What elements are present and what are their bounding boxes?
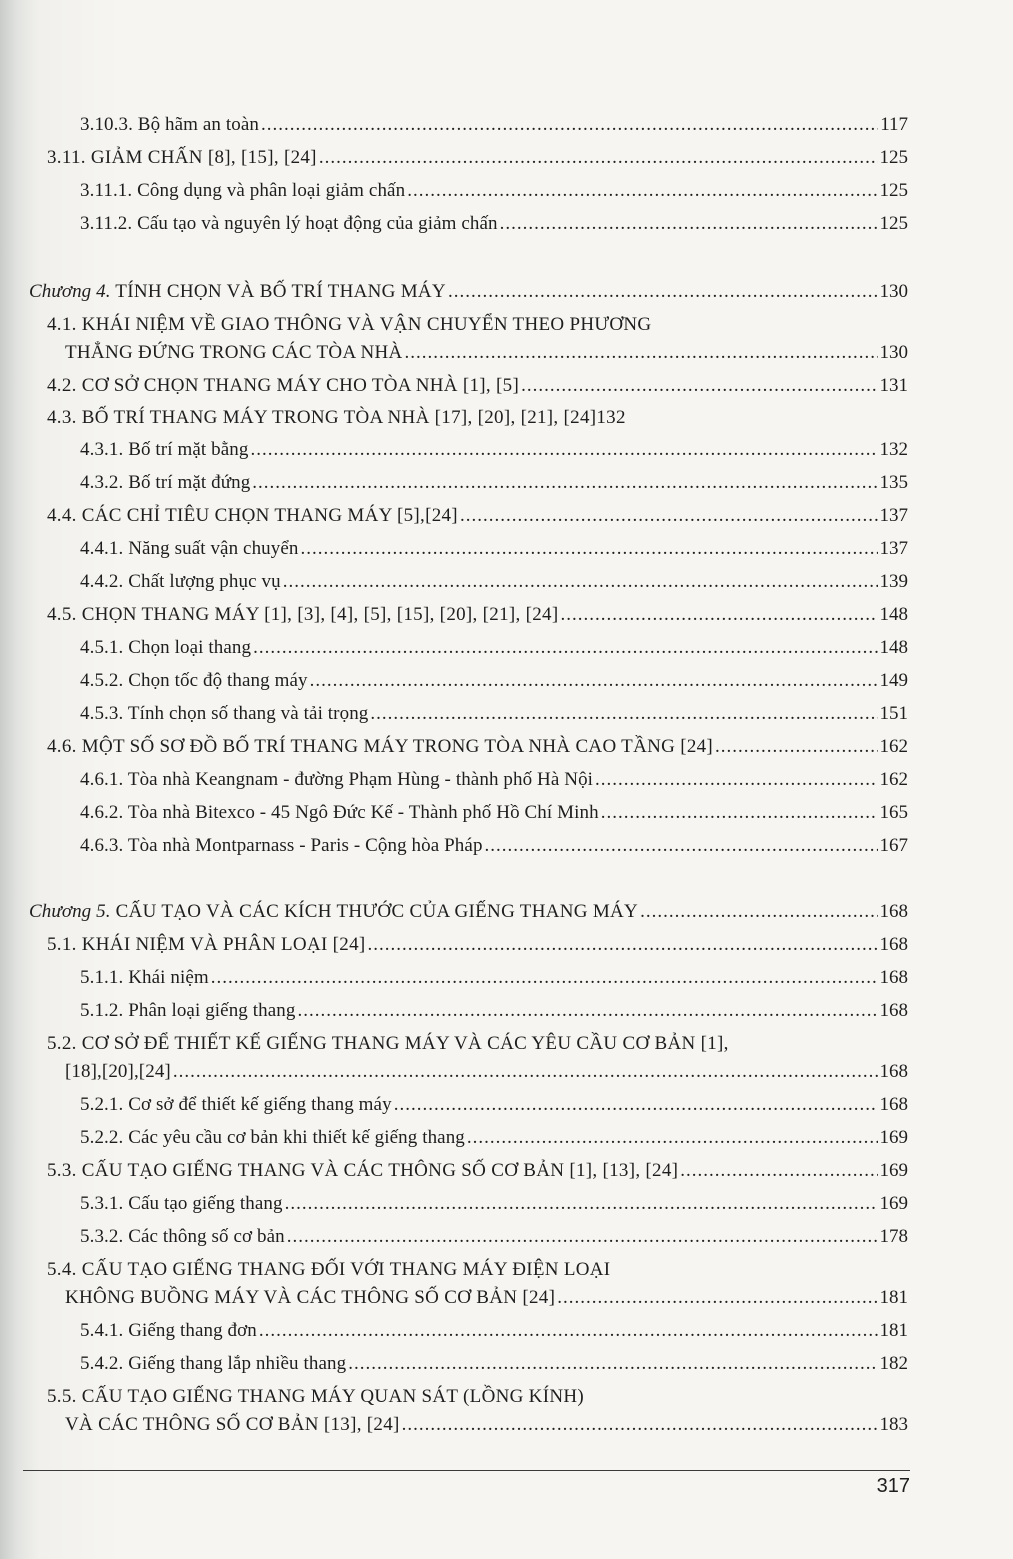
toc-entry-title-line1: 4.1. KHÁI NIỆM VỀ GIAO THÔNG VÀ VẬN CHUYỂN THEO PHƯƠNG	[47, 314, 652, 335]
toc-page-number: 137	[879, 505, 908, 526]
toc-entry	[47, 406, 908, 430]
toc-page-number: 117	[880, 114, 908, 135]
toc-entry	[80, 768, 908, 792]
toc-entry-title: 4.6. MỘT SỐ SƠ ĐỒ BỐ TRÍ THANG MÁY TRONG TÒA NHÀ CAO TẦNG [24]	[47, 736, 714, 757]
toc-entry	[80, 212, 908, 236]
toc-entry	[80, 1093, 908, 1117]
toc-entry-title-line1: 5.4. CẤU TẠO GIẾNG THANG ĐỐI VỚI THANG MÁY ĐIỆN LOẠI	[47, 1259, 611, 1280]
dot-leader	[394, 1093, 878, 1117]
chapter-label: Chương 5.	[29, 901, 111, 922]
toc-entry	[80, 1319, 908, 1343]
toc-page-number: 167	[879, 835, 908, 856]
toc-entry	[47, 603, 908, 627]
toc-chapter-entry	[29, 900, 908, 924]
toc-page-number: 182	[879, 1353, 908, 1374]
dot-leader	[485, 834, 878, 858]
toc-entry	[80, 801, 908, 825]
toc-page-number: 130	[879, 342, 908, 363]
dot-leader	[680, 1159, 877, 1183]
toc-entry	[47, 313, 908, 365]
toc-entry-title: 5.1.2. Phân loại giếng thang	[80, 1000, 296, 1021]
toc-page-number: 183	[879, 1414, 908, 1435]
toc-page-number: 162	[879, 736, 908, 757]
toc-entry	[47, 1032, 908, 1084]
toc-page-number: 181	[879, 1320, 908, 1341]
dot-leader	[601, 801, 878, 825]
dot-leader	[467, 1126, 878, 1150]
toc-entry	[80, 438, 908, 462]
toc-entry	[80, 669, 908, 693]
toc-entry	[80, 113, 908, 137]
dot-leader	[348, 1352, 877, 1376]
dot-leader	[310, 669, 878, 693]
toc-entry-title: CẤU TẠO VÀ CÁC KÍCH THƯỚC CỦA GIẾNG THANG MÁY	[110, 901, 639, 922]
toc-entry	[80, 179, 908, 203]
toc-page-number: 125	[879, 213, 908, 234]
toc-page-number: 137	[879, 538, 908, 559]
toc-entry-title: 5.2.1. Cơ sở để thiết kế giếng thang máy	[80, 1094, 392, 1115]
toc-entry	[80, 966, 908, 990]
toc-entry-title: 4.6.1. Tòa nhà Keangnam - đường Phạm Hùng - thành phố Hà Nội	[80, 769, 594, 790]
toc-page-number: 169	[879, 1127, 908, 1148]
dot-leader	[259, 1319, 878, 1343]
dot-leader	[402, 1413, 878, 1437]
toc-entry-title-line2: VÀ CÁC THÔNG SỐ CƠ BẢN [13], [24]	[65, 1414, 400, 1435]
toc-page-number: 149	[879, 670, 908, 691]
toc-entry	[80, 1192, 908, 1216]
dot-leader	[500, 212, 878, 236]
dot-leader	[173, 1060, 878, 1084]
toc-entry-title: 4.5. CHỌN THANG MÁY [1], [3], [4], [5], [15], [20], [21], [24]	[47, 604, 559, 625]
dot-leader	[250, 438, 877, 462]
toc-page-number: 139	[879, 571, 908, 592]
toc-entry	[80, 1352, 908, 1376]
toc-entry-title: 4.5.1. Chọn loại thang	[80, 637, 252, 658]
toc-entry	[47, 933, 908, 957]
dot-leader	[407, 179, 877, 203]
toc-entry-title: TÍNH CHỌN VÀ BỐ TRÍ THANG MÁY	[110, 281, 446, 302]
dot-leader	[448, 280, 878, 304]
dot-leader	[301, 537, 878, 561]
toc-page-number: 169	[879, 1193, 908, 1214]
dot-leader	[405, 341, 878, 365]
page-number: 317	[876, 1475, 910, 1497]
toc-page-number: 125	[879, 147, 908, 168]
toc-entry	[47, 1159, 908, 1183]
toc-entry-title: 4.4.2. Chất lượng phục vụ	[80, 571, 281, 592]
toc-entry-title: 4.4.1. Năng suất vận chuyển	[80, 538, 299, 559]
toc-entry	[80, 1225, 908, 1249]
toc-entry-title: 5.2.2. Các yêu cầu cơ bản khi thiết kế giếng thang	[80, 1127, 465, 1148]
toc-entry	[80, 471, 908, 495]
toc-entry-title: 3.11. GIẢM CHẤN [8], [15], [24]	[47, 147, 317, 168]
toc-page-number: 181	[879, 1287, 908, 1308]
toc-entry	[47, 1385, 908, 1437]
toc-entry	[80, 834, 908, 858]
dot-leader	[297, 999, 877, 1023]
toc-page-number: 162	[879, 769, 908, 790]
toc-chapter-entry	[29, 280, 908, 304]
toc-page-number: 169	[879, 1160, 908, 1181]
toc-entry-title: 5.4.2. Giếng thang lắp nhiều thang	[80, 1353, 347, 1374]
toc-entry	[80, 537, 908, 561]
toc-page-number: 131	[879, 375, 908, 396]
toc-entry-title: 3.11.1. Công dụng và phân loại giảm chấn	[80, 180, 406, 201]
footer-rule	[23, 1470, 910, 1471]
toc-entry	[80, 1126, 908, 1150]
toc-entry	[47, 146, 908, 170]
toc-entry	[80, 999, 908, 1023]
toc-entry-title: 4.3.1. Bố trí mặt bằng	[80, 439, 249, 460]
dot-leader	[595, 768, 877, 792]
toc-page-number: 135	[879, 472, 908, 493]
toc-entry-title: 5.4.1. Giếng thang đơn	[80, 1320, 257, 1341]
toc-entry	[80, 702, 908, 726]
toc-page-number: 165	[879, 802, 908, 823]
dot-leader	[253, 636, 877, 660]
toc-entry-title: 4.4. CÁC CHỈ TIÊU CHỌN THANG MÁY [5],[24]	[47, 505, 458, 526]
toc-page-number: 168	[879, 901, 908, 922]
dot-leader	[521, 374, 877, 398]
toc-entry	[47, 504, 908, 528]
toc-entry	[80, 570, 908, 594]
dot-leader	[285, 1192, 878, 1216]
chapter-label: Chương 4.	[29, 281, 111, 302]
toc-entry-title: 4.6.3. Tòa nhà Montparnass - Paris - Cộng hòa Pháp	[80, 835, 483, 856]
toc-entry	[80, 636, 908, 660]
toc-entry	[47, 374, 908, 398]
toc-entry	[47, 1258, 908, 1310]
toc-page-number: 168	[879, 1094, 908, 1115]
toc-entry-title-line1: 5.2. CƠ SỞ ĐỂ THIẾT KẾ GIẾNG THANG MÁY VÀ CÁC YÊU CẦU CƠ BẢN [1],	[47, 1033, 729, 1054]
toc-page-number: 130	[879, 281, 908, 302]
toc-entry-title-line2: [18],[20],[24]	[65, 1061, 171, 1082]
toc-entry	[47, 735, 908, 759]
toc-entry-title-line2: THẲNG ĐỨNG TRONG CÁC TÒA NHÀ	[65, 342, 403, 363]
toc-page-number: 168	[879, 934, 908, 955]
toc-entry-title: 4.5.2. Chọn tốc độ thang máy	[80, 670, 308, 691]
toc-entry-title-line2: KHÔNG BUỒNG MÁY VÀ CÁC THÔNG SỐ CƠ BẢN [24]	[65, 1287, 556, 1308]
dot-leader	[640, 900, 877, 924]
toc-page-number: 148	[879, 637, 908, 658]
toc-page-number: 168	[879, 1000, 908, 1021]
toc-page-number: 148	[879, 604, 908, 625]
dot-leader	[287, 1225, 878, 1249]
dot-leader	[368, 933, 878, 957]
toc-entry-title: 4.6.2. Tòa nhà Bitexco - 45 Ngô Đức Kế - Thành phố Hồ Chí Minh	[80, 802, 599, 823]
dot-leader	[211, 966, 878, 990]
toc-entry-title: 4.3.2. Bố trí mặt đứng	[80, 472, 251, 493]
toc-entry-title: 4.3. BỐ TRÍ THANG MÁY TRONG TÒA NHÀ [17], [20], [21], [24]132	[47, 407, 626, 428]
dot-leader	[261, 113, 878, 137]
toc-entry-title: 4.2. CƠ SỞ CHỌN THANG MÁY CHO TÒA NHÀ [1], [5]	[47, 375, 520, 396]
dot-leader	[370, 702, 877, 726]
toc-page-number: 151	[879, 703, 908, 724]
toc-entry-title: 4.5.3. Tính chọn số thang và tải trọng	[80, 703, 369, 724]
toc-page-number: 168	[879, 967, 908, 988]
toc-entry-title-line1: 5.5. CẤU TẠO GIẾNG THANG MÁY QUAN SÁT (LỒNG KÍNH)	[47, 1386, 584, 1407]
toc-entry-title: 3.10.3. Bộ hãm an toàn	[80, 114, 259, 135]
toc-page-number: 168	[879, 1061, 908, 1082]
dot-leader	[319, 146, 878, 170]
dot-leader	[715, 735, 877, 759]
toc-page-number: 178	[879, 1226, 908, 1247]
dot-leader	[557, 1286, 877, 1310]
toc-entry-title: 3.11.2. Cấu tạo và nguyên lý hoạt động của giảm chấn	[80, 213, 498, 234]
toc-entry-title: 5.3.2. Các thông số cơ bản	[80, 1226, 285, 1247]
toc-page-number: 132	[879, 439, 908, 460]
dot-leader	[283, 570, 878, 594]
dot-leader	[460, 504, 878, 528]
toc-entry-title: 5.3.1. Cấu tạo giếng thang	[80, 1193, 283, 1214]
toc-page-number: 125	[879, 180, 908, 201]
toc-entry-title: 5.3. CẤU TẠO GIẾNG THANG VÀ CÁC THÔNG SỐ CƠ BẢN [1], [13], [24]	[47, 1160, 679, 1181]
dot-leader	[560, 603, 877, 627]
toc-entry-title: 5.1.1. Khái niệm	[80, 967, 209, 988]
toc-entry-title: 5.1. KHÁI NIỆM VÀ PHÂN LOẠI [24]	[47, 934, 366, 955]
dot-leader	[252, 471, 877, 495]
